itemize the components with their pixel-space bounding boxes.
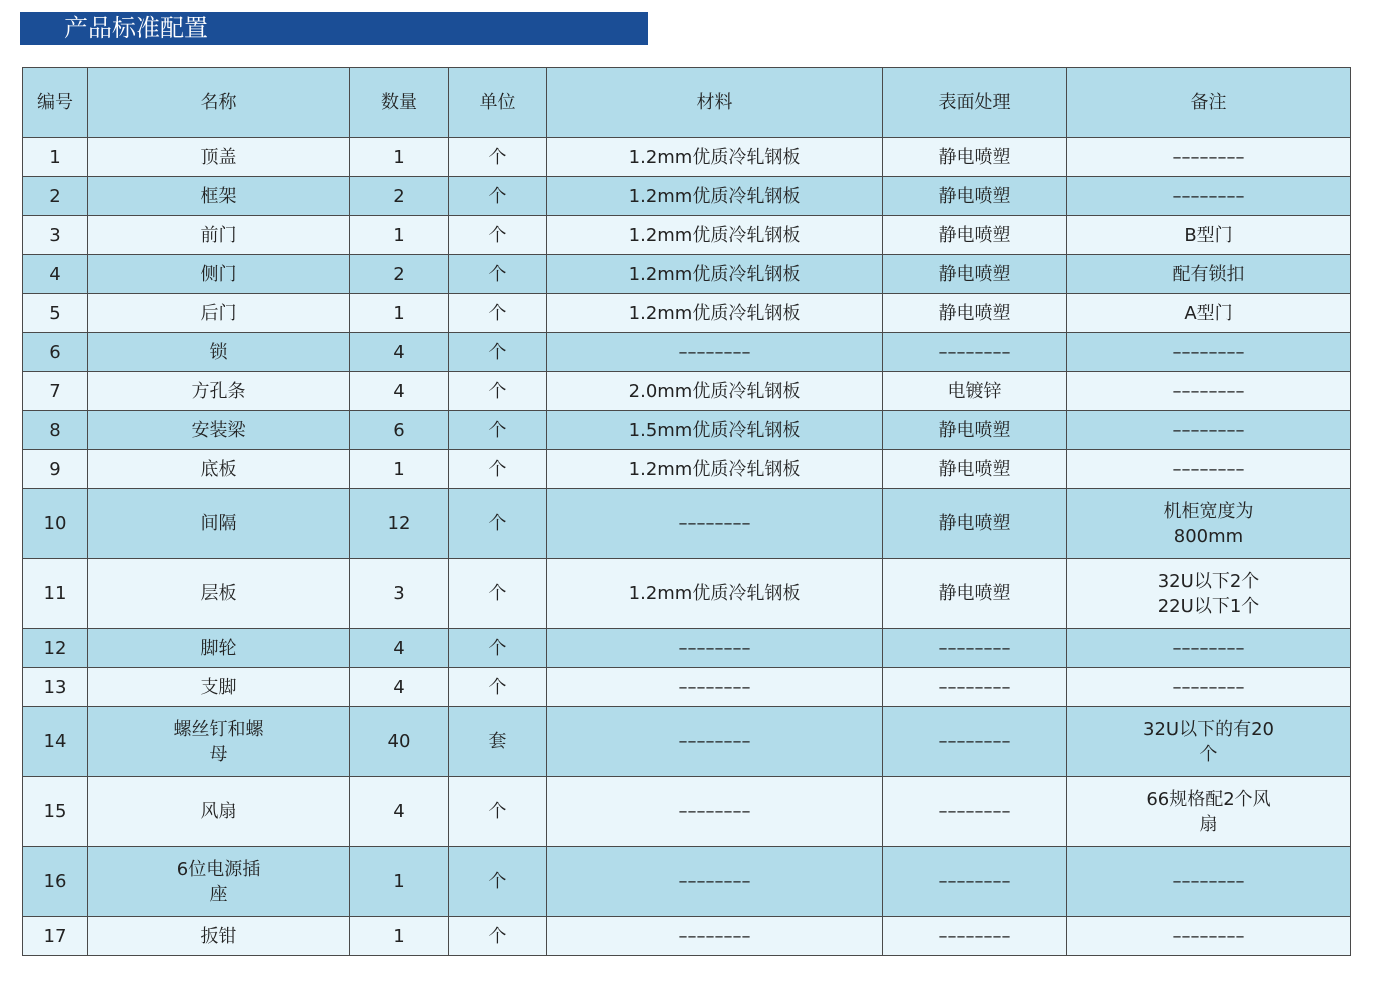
cell-material: 1.2mm优质冷轧钢板 — [547, 450, 883, 489]
cell-name: 风扇 — [88, 777, 350, 847]
cell-unit: 个 — [449, 629, 547, 668]
cell-surface: 静电喷塑 — [883, 559, 1067, 629]
cell-id: 1 — [23, 138, 88, 177]
cell-surface: 静电喷塑 — [883, 177, 1067, 216]
cell-surface: 静电喷塑 — [883, 450, 1067, 489]
cell-qty: 2 — [350, 177, 449, 216]
cell-surface: 电镀锌 — [883, 372, 1067, 411]
cell-id: 4 — [23, 255, 88, 294]
cell-id: 8 — [23, 411, 88, 450]
cell-unit: 个 — [449, 177, 547, 216]
cell-material: 1.2mm优质冷轧钢板 — [547, 294, 883, 333]
cell-remark: –––––––– — [1067, 450, 1351, 489]
header-unit: 单位 — [449, 68, 547, 138]
cell-surface: 静电喷塑 — [883, 255, 1067, 294]
cell-qty: 4 — [350, 333, 449, 372]
table-row — [23, 177, 1351, 216]
cell-name: 底板 — [88, 450, 350, 489]
cell-qty: 2 — [350, 255, 449, 294]
cell-name: 扳钳 — [88, 917, 350, 956]
cell-unit: 个 — [449, 333, 547, 372]
cell-id: 2 — [23, 177, 88, 216]
cell-remark: –––––––– — [1067, 372, 1351, 411]
cell-surface: –––––––– — [883, 847, 1067, 917]
cell-unit: 个 — [449, 489, 547, 559]
cell-unit: 个 — [449, 777, 547, 847]
cell-material: 1.2mm优质冷轧钢板 — [547, 255, 883, 294]
header-surface: 表面处理 — [883, 68, 1067, 138]
cell-surface: 静电喷塑 — [883, 294, 1067, 333]
table-row — [23, 411, 1351, 450]
cell-material: –––––––– — [547, 489, 883, 559]
cell-id: 5 — [23, 294, 88, 333]
cell-qty: 6 — [350, 411, 449, 450]
cell-id: 6 — [23, 333, 88, 372]
table-row — [23, 216, 1351, 255]
cell-id: 7 — [23, 372, 88, 411]
cell-unit: 个 — [449, 255, 547, 294]
cell-id: 16 — [23, 847, 88, 917]
cell-name: 层板 — [88, 559, 350, 629]
cell-name: 安装梁 — [88, 411, 350, 450]
cell-material: –––––––– — [547, 777, 883, 847]
cell-name: 支脚 — [88, 668, 350, 707]
cell-surface: 静电喷塑 — [883, 138, 1067, 177]
cell-qty: 4 — [350, 668, 449, 707]
cell-name: 后门 — [88, 294, 350, 333]
cell-unit: 个 — [449, 668, 547, 707]
cell-qty: 4 — [350, 372, 449, 411]
cell-material: 1.2mm优质冷轧钢板 — [547, 216, 883, 255]
cell-material: –––––––– — [547, 668, 883, 707]
cell-material: 2.0mm优质冷轧钢板 — [547, 372, 883, 411]
cell-unit: 个 — [449, 216, 547, 255]
cell-qty: 4 — [350, 777, 449, 847]
cell-qty: 1 — [350, 216, 449, 255]
table-row — [23, 489, 1351, 559]
table-row — [23, 668, 1351, 707]
cell-qty: 1 — [350, 294, 449, 333]
cell-id: 17 — [23, 917, 88, 956]
cell-material: –––––––– — [547, 707, 883, 777]
cell-qty: 1 — [350, 138, 449, 177]
cell-name: 方孔条 — [88, 372, 350, 411]
table-row — [23, 138, 1351, 177]
cell-material: 1.2mm优质冷轧钢板 — [547, 559, 883, 629]
cell-remark: A型门 — [1067, 294, 1351, 333]
cell-remark: –––––––– — [1067, 333, 1351, 372]
cell-remark: 32U以下2个 22U以下1个 — [1067, 559, 1351, 629]
cell-name: 螺丝钉和螺 母 — [88, 707, 350, 777]
cell-unit: 个 — [449, 294, 547, 333]
table-row — [23, 372, 1351, 411]
cell-remark: B型门 — [1067, 216, 1351, 255]
cell-name: 间隔 — [88, 489, 350, 559]
cell-surface: 静电喷塑 — [883, 411, 1067, 450]
cell-unit: 个 — [449, 411, 547, 450]
cell-qty: 1 — [350, 917, 449, 956]
cell-qty: 1 — [350, 450, 449, 489]
cell-material: –––––––– — [547, 629, 883, 668]
cell-id: 15 — [23, 777, 88, 847]
cell-material: 1.2mm优质冷轧钢板 — [547, 177, 883, 216]
cell-qty: 40 — [350, 707, 449, 777]
cell-material: 1.2mm优质冷轧钢板 — [547, 138, 883, 177]
table-row — [23, 629, 1351, 668]
cell-surface: –––––––– — [883, 333, 1067, 372]
cell-qty: 12 — [350, 489, 449, 559]
cell-unit: 个 — [449, 847, 547, 917]
cell-id: 3 — [23, 216, 88, 255]
cell-surface: –––––––– — [883, 917, 1067, 956]
cell-surface: –––––––– — [883, 777, 1067, 847]
cell-name: 框架 — [88, 177, 350, 216]
cell-unit: 个 — [449, 559, 547, 629]
cell-surface: –––––––– — [883, 629, 1067, 668]
cell-remark: –––––––– — [1067, 917, 1351, 956]
cell-unit: 个 — [449, 450, 547, 489]
cell-id: 10 — [23, 489, 88, 559]
cell-surface: –––––––– — [883, 707, 1067, 777]
cell-id: 13 — [23, 668, 88, 707]
cell-name: 顶盖 — [88, 138, 350, 177]
table-row — [23, 917, 1351, 956]
page-title: 产品标准配置 — [20, 12, 648, 45]
table-row — [23, 450, 1351, 489]
cell-name: 脚轮 — [88, 629, 350, 668]
cell-remark: –––––––– — [1067, 138, 1351, 177]
cell-surface: 静电喷塑 — [883, 489, 1067, 559]
cell-remark: –––––––– — [1067, 177, 1351, 216]
spec-table — [22, 67, 1351, 956]
cell-remark: 66规格配2个风 扇 — [1067, 777, 1351, 847]
header-qty: 数量 — [350, 68, 449, 138]
table-row — [23, 777, 1351, 847]
cell-surface: 静电喷塑 — [883, 216, 1067, 255]
cell-name: 6位电源插 座 — [88, 847, 350, 917]
table-row — [23, 255, 1351, 294]
cell-unit: 套 — [449, 707, 547, 777]
cell-unit: 个 — [449, 138, 547, 177]
cell-id: 11 — [23, 559, 88, 629]
cell-unit: 个 — [449, 917, 547, 956]
cell-material: –––––––– — [547, 917, 883, 956]
cell-remark: –––––––– — [1067, 411, 1351, 450]
cell-unit: 个 — [449, 372, 547, 411]
cell-name: 前门 — [88, 216, 350, 255]
cell-material: 1.5mm优质冷轧钢板 — [547, 411, 883, 450]
cell-remark: –––––––– — [1067, 847, 1351, 917]
cell-name: 侧门 — [88, 255, 350, 294]
cell-remark: 配有锁扣 — [1067, 255, 1351, 294]
cell-remark: –––––––– — [1067, 629, 1351, 668]
cell-name: 锁 — [88, 333, 350, 372]
table-row — [23, 847, 1351, 917]
table-row — [23, 559, 1351, 629]
cell-id: 9 — [23, 450, 88, 489]
cell-qty: 1 — [350, 847, 449, 917]
cell-qty: 3 — [350, 559, 449, 629]
table-row — [23, 294, 1351, 333]
cell-remark: 机柜宽度为 800mm — [1067, 489, 1351, 559]
cell-id: 14 — [23, 707, 88, 777]
header-material: 材料 — [547, 68, 883, 138]
cell-material: –––––––– — [547, 333, 883, 372]
cell-id: 12 — [23, 629, 88, 668]
cell-surface: –––––––– — [883, 668, 1067, 707]
table-row — [23, 333, 1351, 372]
cell-remark: –––––––– — [1067, 668, 1351, 707]
header-remark: 备注 — [1067, 68, 1351, 138]
cell-remark: 32U以下的有20 个 — [1067, 707, 1351, 777]
header-name: 名称 — [88, 68, 350, 138]
table-header-row — [23, 68, 1351, 138]
table-row — [23, 707, 1351, 777]
header-id: 编号 — [23, 68, 88, 138]
cell-qty: 4 — [350, 629, 449, 668]
cell-material: –––––––– — [547, 847, 883, 917]
